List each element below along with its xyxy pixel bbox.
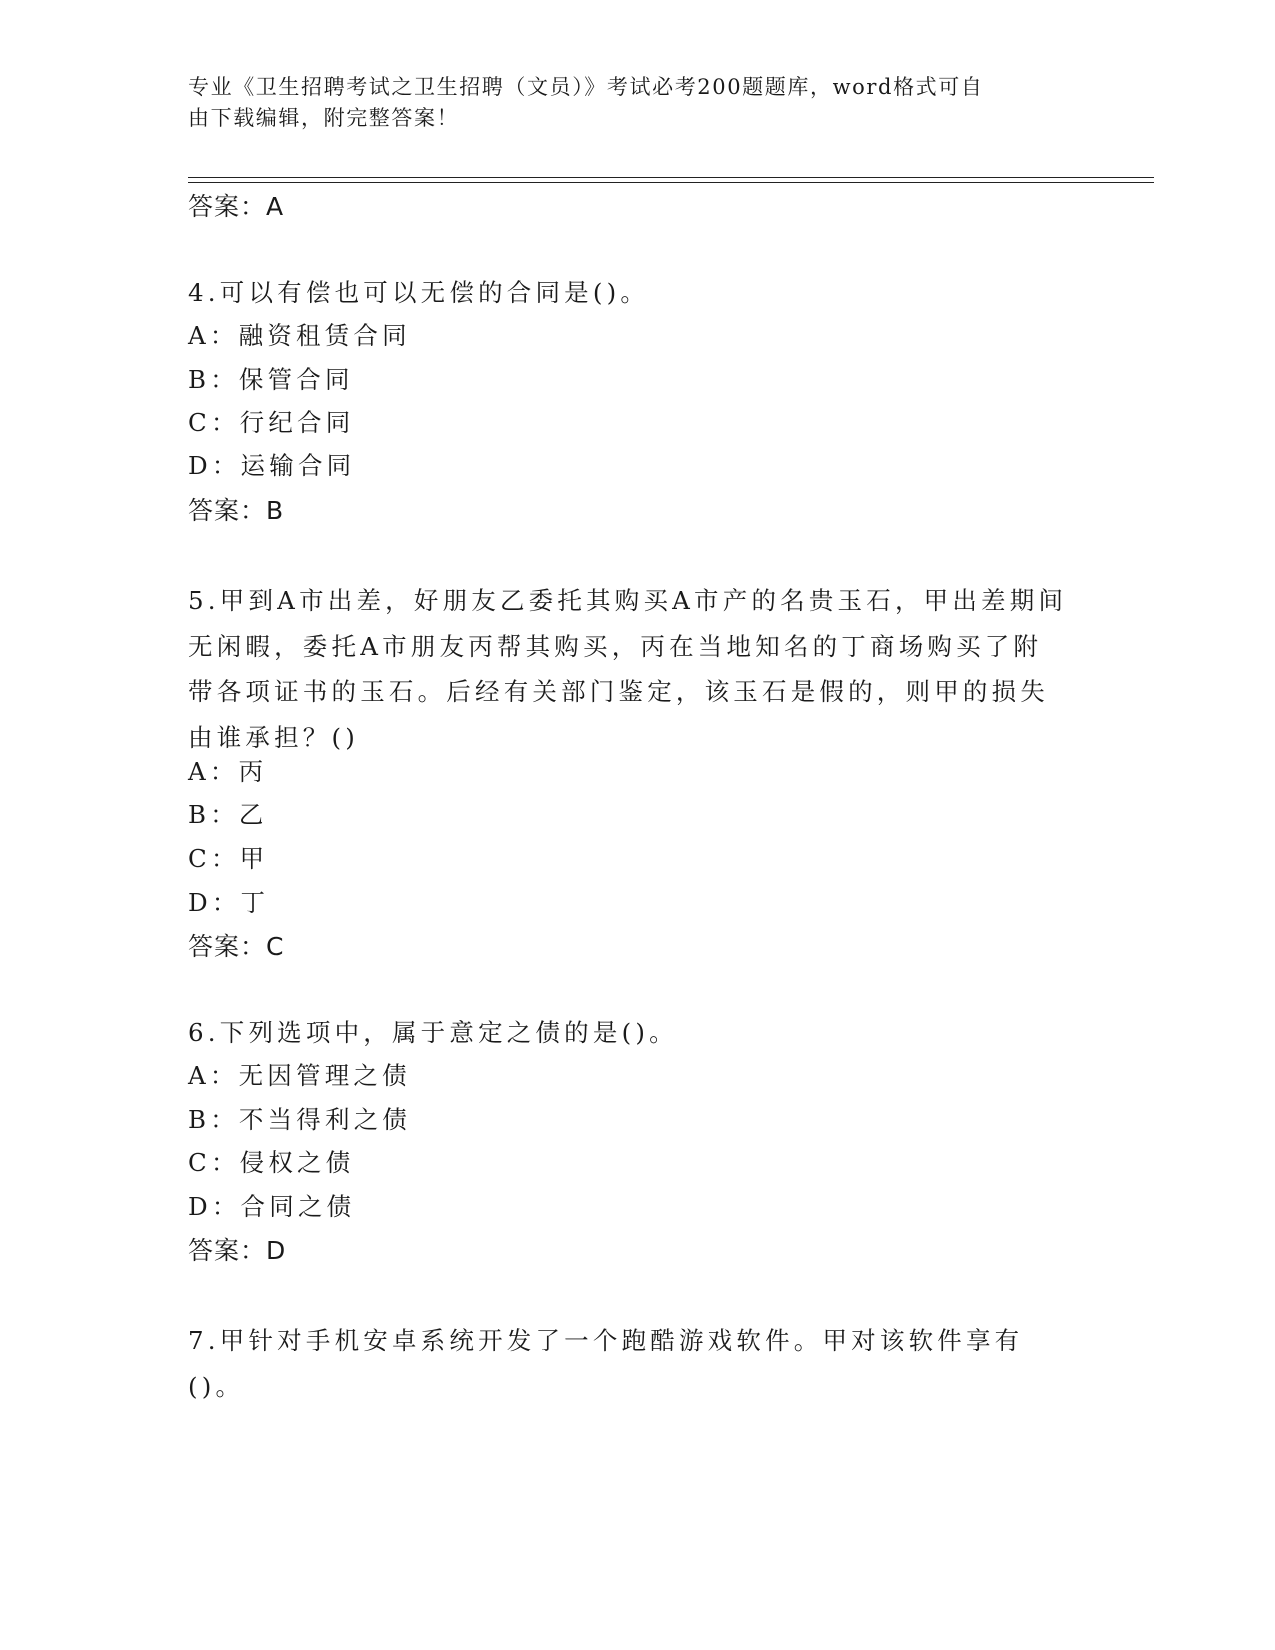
header-divider-bottom xyxy=(188,182,1154,183)
question-6-option-a: A：无因管理之债 xyxy=(188,1061,411,1090)
question-4-option-d: D：运输合同 xyxy=(188,451,356,480)
question-5-option-b: B：乙 xyxy=(188,800,268,829)
question-5-option-c: C：甲 xyxy=(188,844,269,873)
question-7-stem: 7.甲针对手机安卓系统开发了一个跑酷游戏软件。甲对该软件享有()。 xyxy=(188,1326,1024,1401)
question-5-option-a: A：丙 xyxy=(188,757,268,786)
question-4-option-c: C：行纪合同 xyxy=(188,408,355,437)
answer-q6: 答案：D xyxy=(188,1236,287,1265)
question-4-option-a: A：融资租赁合同 xyxy=(188,321,411,350)
question-6-option-d: D：合同之债 xyxy=(188,1192,356,1221)
answer-q5: 答案：C xyxy=(188,932,285,961)
question-5-option-d: D：丁 xyxy=(188,888,270,917)
header-title-line-1: 专业《卫生招聘考试之卫生招聘（文员）》考试必考200题题库，word格式可自 xyxy=(188,75,984,99)
question-6-stem: 6.下列选项中，属于意定之债的是()。 xyxy=(188,1018,678,1047)
question-6-option-b: B：不当得利之债 xyxy=(188,1105,412,1134)
header-title-line-2: 由下载编辑，附完整答案！ xyxy=(188,106,460,130)
answer-q3: 答案：A xyxy=(188,192,285,221)
question-6-option-c: C：侵权之债 xyxy=(188,1148,355,1177)
answer-q4: 答案：B xyxy=(188,496,285,525)
question-5-stem: 5.甲到A市出差，好朋友乙委托其购买A市产的名贵玉石，甲出差期间无闲暇，委托A市朋友丙帮其购买，丙在当地知名的丁商场购买了附带各项证书的玉石。后经有关部门鉴定，该玉石是假的，则甲的损失由谁承担？() xyxy=(188,586,1068,752)
question-4-stem: 4.可以有偿也可以无偿的合同是()。 xyxy=(188,278,650,307)
header-divider-top xyxy=(188,177,1154,178)
question-4-option-b: B：保管合同 xyxy=(188,365,354,394)
document-header xyxy=(188,72,1068,134)
